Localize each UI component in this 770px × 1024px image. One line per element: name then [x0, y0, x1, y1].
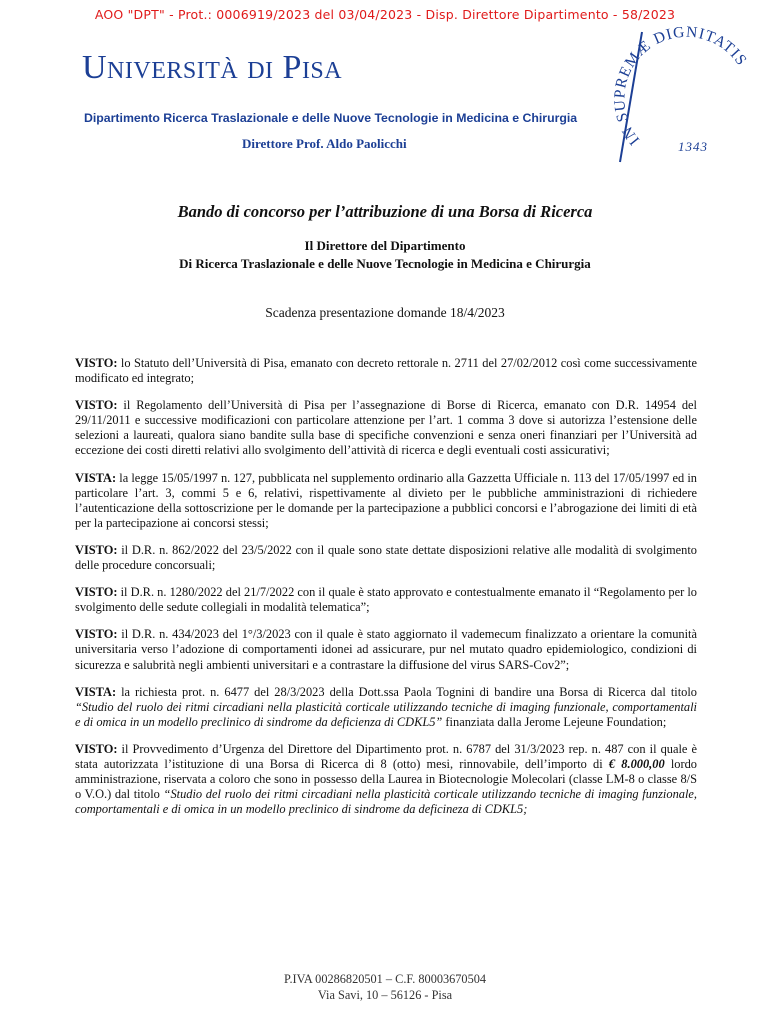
paragraph	[75, 742, 697, 817]
department-director: Direttore Prof. Aldo Paolicchi	[242, 136, 407, 151]
seal-year: 1343	[678, 139, 708, 154]
paragraph-text: la richiesta prot. n. 6477 del 28/3/2023 della Dott.ssa Paola Tognini di bandire una Borsa di Ricerca dal titolo	[116, 684, 697, 699]
protocol-stamp: AOO "DPT" - Prot.: 0006919/2023 del 03/04/2023 - Disp. Direttore Dipartimento - 58/2023	[94, 7, 676, 22]
department-name: Dipartimento Ricerca Traslazionale e delle Nuove Tecnologie in Medicina e Chirurgia	[84, 111, 578, 125]
document-title: Bando di concorso per l’attribuzione di una Borsa di Ricerca	[177, 202, 593, 221]
subtitle-department: Di Ricerca Traslazionale e delle Nuove Tecnologie in Medicina e Chirurgia	[179, 256, 591, 271]
paragraph-label: VISTO:	[75, 627, 118, 642]
university-seal-icon	[608, 22, 758, 172]
paragraph-text: lordo amministrazione, riservata a coloro che sono in possesso della Laurea in Biotecnologie Molecolari (classe LM-8 o classe 8/S o V.O.) dal titolo	[75, 756, 697, 802]
paragraph	[75, 398, 697, 458]
paragraph-label: VISTO:	[75, 356, 118, 370]
university-logo-text	[82, 48, 342, 88]
grant-amount: € 8.000,00	[608, 756, 665, 771]
paragraph-label: VISTA:	[75, 684, 117, 699]
paragraph-text: il D.R. n. 862/2022 del 23/5/2022 con il quale sono state dettate disposizioni relative alle modalità di svolgimento delle procedure concorsuali;	[75, 542, 697, 573]
seal-motto: IN SUPREMÆ DIGNITATIS	[611, 23, 751, 149]
paragraph	[75, 685, 697, 730]
paragraph-label: VISTO:	[75, 741, 118, 756]
deadline-line: Scadenza presentazione domande 18/4/2023	[265, 305, 505, 320]
paragraph-text: il D.R. n. 1280/2022 del 21/7/2022 con il quale è stato approvato e contestualmente emanato il “Regolamento per lo svolgimento delle sedute collegiali in modalità telematica”;	[75, 585, 697, 615]
university-name: Università di Pisa	[82, 49, 343, 86]
paragraph-label: VISTO:	[75, 585, 118, 600]
research-title: “Studio del ruolo dei ritmi circadiani nella plasticità corticale utilizzando tecniche di imaging funzionale, comportamentali e di omica in un modello preclinico di sindrome da deficineza di CDKL5;	[75, 787, 698, 817]
paragraph-text: lo Statuto dell’Università di Pisa, emanato con decreto rettorale n. 2711 del 27/02/2012 così come successivamente modificato ed integrato;	[75, 356, 697, 386]
paragraph	[75, 627, 697, 672]
footer-tax-ids: P.IVA 00286820501 – C.F. 80003670504	[283, 972, 487, 986]
paragraph-text: la legge 15/05/1997 n. 127, pubblicata nel supplemento ordinario alla Gazzetta Ufficiale n. 113 del 17/05/1997 ed in particolare l’art. 3, commi 5 e 6, relativi, rispettivamente al divieto per le pubbliche amministrazioni di richiedere l’autenticazione della sottoscrizione per le domande per la partecipazione a pubblici concorsi e l’abrogazione dei limiti di età per la partecipazione ai concorsi stessi;	[75, 470, 697, 530]
paragraph-text: il Regolamento dell’Università di Pisa per l’assegnazione di Borse di Ricerca, emanato con D.R. 14954 del 29/11/2011 e successive modificazioni con particolare attenzione per l’art. 1 comma 3 dove si autorizza l’estensione delle selezioni a laureati, qualora siano bandite sulla base di specifiche convenzioni e senza oneri finanziari per l’Università ad eccezione dei costi diretti relativi allo svolgimento dell’attività di ricerca e degli eventuali costi assicurativi;	[75, 398, 697, 458]
paragraph-text: il D.R. n. 434/2023 del 1°/3/2023 con il quale è stato aggiornato il vademecum finalizzato a orientare la comunità universitaria verso l’adozione di comportamenti idonei ad assicurare, pur nel mutato quadro epidemiologico, condizioni di sicurezza e salubrità negli ambienti universitari e a contrastare la diffusione del virus SARS-Cov2”;	[75, 627, 697, 672]
paragraph	[75, 585, 697, 615]
paragraph-text: il Provvedimento d’Urgenza del Direttore del Dipartimento prot. n. 6787 del 31/3/2023 rep. n. 487 con il quale è stata autorizzata l’istituzione di una Borsa di Ricerca di 8 (otto) mesi, rinnovabile, dell’importo di	[75, 741, 697, 771]
paragraph-label: VISTA:	[75, 470, 117, 485]
footer	[0, 971, 770, 1003]
paragraph-label: VISTO:	[75, 542, 118, 557]
paragraph	[75, 356, 697, 386]
subtitle-director: Il Direttore del Dipartimento	[304, 238, 466, 253]
footer-address: Via Savi, 10 – 56126 - Pisa	[317, 988, 453, 1002]
paragraph	[75, 543, 697, 573]
document-body	[75, 356, 697, 829]
paragraph-text: finanziata dalla Jerome Lejeune Foundation;	[442, 714, 667, 729]
research-title: “Studio del ruolo dei ritmi circadiani nella plasticità corticale utilizzando tecniche di imaging funzionale, comportamentali e di omica in un modello preclinico di sindrome da deficienza di CDKL5”	[75, 699, 697, 729]
paragraph	[75, 471, 697, 531]
paragraph-label: VISTO:	[75, 398, 118, 413]
